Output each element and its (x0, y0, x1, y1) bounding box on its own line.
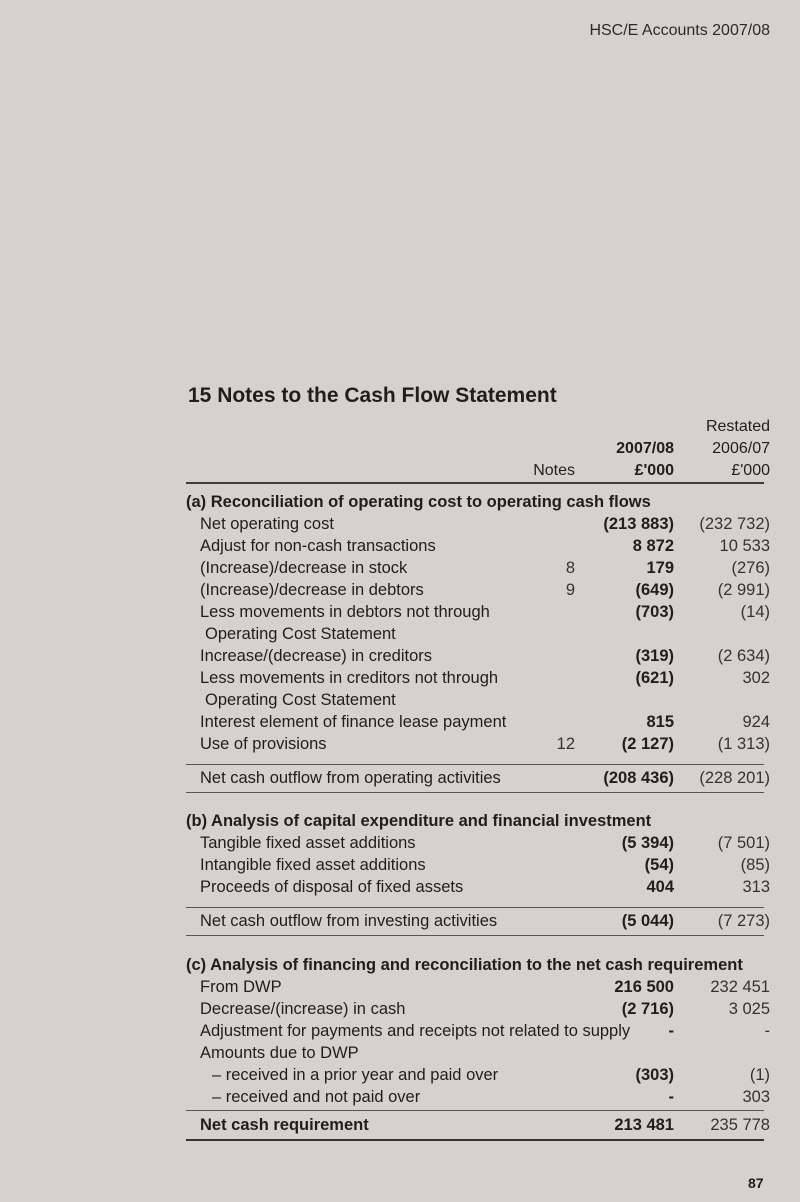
row-label: – received in a prior year and paid over (212, 1066, 499, 1084)
row-current: (703) (635, 603, 674, 621)
row-label: Intangible fixed asset additions (200, 856, 426, 874)
table-row (0, 559, 800, 581)
row-prior: 924 (742, 713, 770, 731)
row-label: (Increase)/decrease in stock (200, 559, 408, 577)
total-row (0, 912, 800, 934)
row-prior: 10 533 (719, 537, 770, 555)
total-prior: 235 778 (710, 1116, 770, 1134)
col-current-year: 2007/08 (616, 440, 674, 457)
row-label: Proceeds of disposal of fixed assets (200, 878, 464, 896)
row-current: (649) (635, 581, 674, 599)
page-title: 15 Notes to the Cash Flow Statement (188, 384, 557, 407)
table-row (0, 515, 800, 537)
table-row (0, 581, 800, 603)
table-row (0, 1022, 800, 1044)
row-label: Increase/(decrease) in creditors (200, 647, 433, 665)
row-prior: (7 501) (717, 834, 770, 852)
row-label: From DWP (200, 978, 282, 996)
section-a-title: (a) Reconciliation of operating cost to operating cash flows (186, 493, 651, 511)
row-current: (319) (635, 647, 674, 665)
running-header: HSC/E Accounts 2007/08 (589, 22, 770, 39)
row-prior: (14) (740, 603, 770, 621)
row-prior: (2 991) (717, 581, 770, 599)
row-label: Less movements in debtors not through (200, 603, 490, 621)
row-prior: (1) (749, 1066, 770, 1084)
total-prior: (7 273) (717, 912, 770, 930)
row-prior: (85) (740, 856, 770, 874)
row-prior: 232 451 (710, 978, 770, 996)
row-label: Use of provisions (200, 735, 327, 753)
header-rule (186, 482, 764, 484)
table-row (0, 834, 800, 856)
row-current: 815 (646, 713, 674, 731)
row-current: - (668, 1022, 674, 1040)
row-note: 12 (556, 735, 575, 753)
col-prior-restated: Restated (705, 418, 770, 435)
row-current: 8 872 (632, 537, 674, 555)
row-current: 216 500 (614, 978, 674, 996)
table-row (0, 1000, 800, 1022)
table-row (0, 878, 800, 900)
row-note: 9 (565, 581, 575, 599)
row-current: (213 883) (603, 515, 674, 533)
row-prior: 3 025 (728, 1000, 770, 1018)
table-row (0, 1088, 800, 1110)
row-prior: (232 732) (699, 515, 770, 533)
total-label: Net cash requirement (200, 1116, 369, 1134)
col-prior-unit: £'000 (731, 462, 770, 479)
col-current-unit: £'000 (634, 462, 674, 479)
total-prior: (228 201) (699, 769, 770, 787)
table-row (0, 1044, 800, 1066)
row-label: Net operating cost (200, 515, 334, 533)
table-row (0, 647, 800, 669)
row-label: (Increase)/decrease in debtors (200, 581, 424, 599)
table-row (0, 537, 800, 559)
table-row (0, 603, 800, 625)
table-row (0, 856, 800, 878)
row-prior: (1 313) (717, 735, 770, 753)
row-label: Operating Cost Statement (205, 625, 396, 643)
row-label: Adjustment for payments and receipts not related to supply (200, 1022, 631, 1040)
total-current: (5 044) (621, 912, 674, 930)
table-row (0, 669, 800, 691)
col-prior-year: 2006/07 (712, 440, 770, 457)
total-label: Net cash outflow from investing activities (200, 912, 498, 930)
row-prior: 303 (742, 1088, 770, 1106)
table-row (0, 625, 800, 647)
row-prior: (2 634) (717, 647, 770, 665)
row-prior: 313 (742, 878, 770, 896)
row-current: 404 (646, 878, 674, 896)
total-row (0, 769, 800, 791)
row-label: – received and not paid over (212, 1088, 421, 1106)
row-prior: 302 (742, 669, 770, 687)
total-row (0, 1116, 800, 1138)
table-row (0, 1066, 800, 1088)
row-current: 179 (646, 559, 674, 577)
row-label: Amounts due to DWP (200, 1044, 359, 1062)
row-current: (54) (644, 856, 674, 874)
row-current: (2 127) (621, 735, 674, 753)
row-current: (5 394) (621, 834, 674, 852)
table-row (0, 978, 800, 1000)
total-current: (208 436) (603, 769, 674, 787)
page-number: 87 (748, 1175, 764, 1191)
table-row (0, 713, 800, 735)
row-label: Operating Cost Statement (205, 691, 396, 709)
row-prior: (276) (731, 559, 770, 577)
row-label: Adjust for non-cash transactions (200, 537, 436, 555)
table-row (0, 691, 800, 713)
row-label: Tangible fixed asset additions (200, 834, 416, 852)
col-notes-header: Notes (533, 462, 575, 479)
total-current: 213 481 (614, 1116, 674, 1134)
row-label: Decrease/(increase) in cash (200, 1000, 406, 1018)
section-b-title: (b) Analysis of capital expenditure and financial investment (186, 812, 652, 830)
row-current: (2 716) (621, 1000, 674, 1018)
row-current: (621) (635, 669, 674, 687)
total-label: Net cash outflow from operating activities (200, 769, 501, 787)
row-current: - (668, 1088, 674, 1106)
row-label: Less movements in creditors not through (200, 669, 499, 687)
row-current: (303) (635, 1066, 674, 1084)
table-row (0, 735, 800, 757)
section-c-title: (c) Analysis of financing and reconciliation to the net cash requirement (186, 956, 743, 974)
row-note: 8 (565, 559, 575, 577)
row-label: Interest element of finance lease payment (200, 713, 507, 731)
final-rule (186, 1139, 764, 1141)
row-prior: - (764, 1022, 770, 1040)
